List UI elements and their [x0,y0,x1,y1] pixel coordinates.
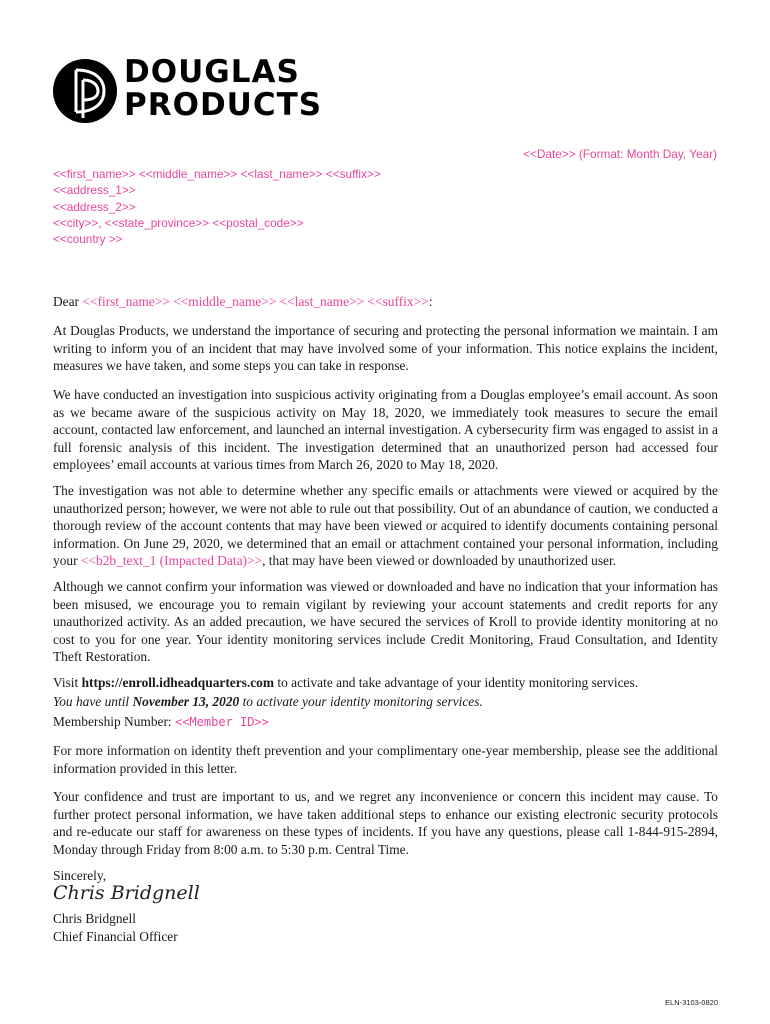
logo-line-2: PRODUCTS [124,87,323,123]
deadline-date: November 13, 2020 [132,694,240,709]
deadline-prefix: You have until [53,694,133,709]
address-line: <<address_1>> [53,183,136,198]
signer-name: Chris Bridgnell [53,911,136,926]
deadline-suffix: to activate your identity monitoring services. [239,694,483,709]
enroll-link[interactable]: https://enroll.idheadquarters.com [81,675,275,690]
paragraph-investigation [53,386,718,474]
paragraph-intro [53,322,718,375]
impacted-data-placeholder: <<b2b_text_1 (Impacted Data)>> [80,553,263,569]
salutation-suffix: : [428,294,433,309]
deadline-line [53,693,718,711]
signer-title: Chief Financial Officer [53,929,178,944]
paragraph-text: At Douglas Products, we understand the importance of securing and protecting the personal information we maintain. I am writing to inform you of an incident that may have involved some of your information. This notice explains the incident, measures we have taken, and some steps you can take in response. [53,323,718,374]
paragraph-text-after: , that may have been viewed or downloaded by unauthorized user. [262,553,617,569]
footer-code: ELN-3103-0820 [665,998,718,1007]
address-line: <<city>>, <<state_province>> <<postal_code>> [53,215,304,230]
logo-wordmark [124,56,322,122]
company-logo [52,56,342,126]
paragraph-more-info [53,742,718,777]
member-id-placeholder: <<Member ID>> [174,715,269,729]
date-line: <<Date>> (Format: Month Day, Year) [523,147,717,161]
salutation-prefix: Dear [53,294,83,309]
visit-suffix: to activate and take advantage of your identity monitoring services. [274,675,639,690]
salutation [53,293,718,311]
address-block [53,166,381,247]
paragraph-closing [53,788,718,858]
signature: Chris Bridgnell [53,882,200,904]
paragraph-text [53,482,718,570]
visit-line [53,674,718,692]
paragraph-findings [53,482,718,570]
paragraph-text-before: The investigation was not able to determine whether any specific emails or attachments were viewed or acquired by the unauthorized person; however, we were not able to rule out that possibility. Out of an abundance of caution, we conducted a thorough review of the account contents that may have been viewed or acquired to identify documents containing personal information. On June 29, 2020, we determined that an email or attachment contained your personal information, including your [53,483,718,569]
paragraph-text: Although we cannot confirm your information was viewed or downloaded and have no indication that your information has been misused, we encourage you to remain vigilant by reviewing your account statements and credit reports for any unauthorized activity. As an added precaution, we have secured the services of Kroll to provide identity monitoring at no cost to you for one year. Your identity monitoring services include Credit Monitoring, Fraud Consultation, and Identity Theft Restoration. [53,579,718,665]
paragraph-text: We have conducted an investigation into suspicious activity originating from a Douglas employee’s email account. As soon as we became aware of the suspicious activity on May 18, 2020, we immediately took measures to secure the email account, contacted law enforcement, and launched an internal investigation. A cybersecurity firm was engaged to assist in a full forensic analysis of this incident. The investigation determined that an unauthorized person had accessed four employees’ email accounts at various times from March 26, 2020 to May 18, 2020. [53,387,718,473]
paragraph-monitoring [53,578,718,666]
salutation-placeholder: <<first_name>> <<middle_name>> <<last_name>> <<suffix>> [82,294,429,309]
logo-line-1: DOUGLAS [124,54,300,90]
membership-label: Membership Number: [53,714,175,729]
visit-prefix: Visit [53,675,82,690]
paragraph-text: Your confidence and trust are important to us, and we regret any inconvenience or concern this incident may cause. To further protect personal information, we have taken additional steps to enhance our existing electronic security protocols and re-educate our staff for awareness on these types of incidents. If you have any questions, please call 1-844-915-2894, Monday through Friday from 8:00 a.m. to 5:30 p.m. Central Time. [53,789,718,857]
dp-monogram-icon [52,58,118,124]
membership-line [53,713,718,732]
closing-salutation: Sincerely, [53,868,107,883]
paragraph-text: For more information on identity theft prevention and your complimentary one-year membership, please see the additional information provided in this letter. [53,743,718,776]
address-line: <<address_2>> [53,199,136,214]
address-line: <<country >> [53,232,123,247]
address-line: <<first_name>> <<middle_name>> <<last_name>> <<suffix>> [53,167,381,181]
